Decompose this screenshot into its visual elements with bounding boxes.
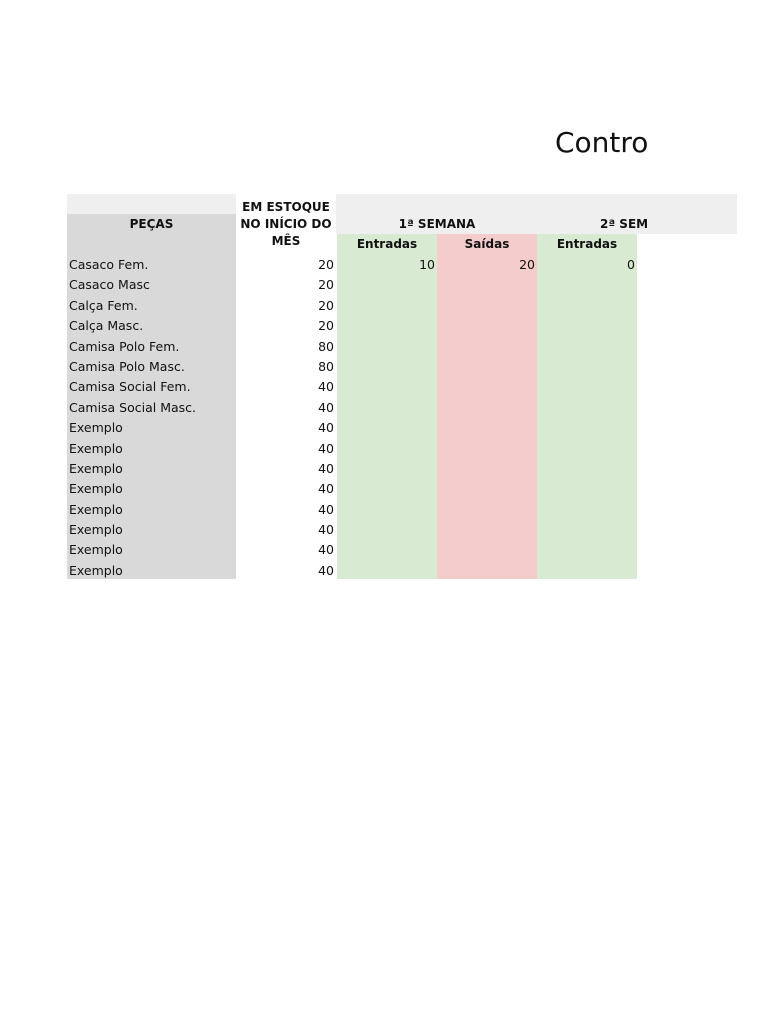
- cell-entradas-week2[interactable]: [537, 296, 635, 316]
- cell-entradas-week2[interactable]: [537, 316, 635, 336]
- cell-peca[interactable]: Calça Fem.: [69, 297, 138, 313]
- table-row: [67, 255, 637, 275]
- cell-estoque[interactable]: 20: [318, 257, 334, 272]
- cell-entradas-week2[interactable]: [537, 479, 635, 499]
- cell-saidas-week1[interactable]: [437, 459, 535, 479]
- table-row: [67, 520, 637, 540]
- cell-entradas-week2[interactable]: [537, 540, 635, 560]
- cell-entradas-week1[interactable]: [337, 561, 435, 581]
- cell-entradas-week1[interactable]: [337, 398, 435, 418]
- cell-entradas-week2[interactable]: [537, 459, 635, 479]
- cell-entradas-week1[interactable]: [337, 296, 435, 316]
- cell-estoque[interactable]: 20: [318, 297, 334, 313]
- cell-saidas-week1[interactable]: [437, 337, 535, 357]
- cell-estoque[interactable]: 40: [318, 481, 334, 497]
- cell-entradas-week1[interactable]: [337, 479, 435, 499]
- header-estoque-inicio[interactable]: EM ESTOQUE NO INÍCIO DO MÊS: [240, 200, 332, 248]
- cell-saidas-week1[interactable]: [437, 316, 535, 336]
- cell-peca[interactable]: Camisa Polo Masc.: [69, 358, 185, 374]
- cell-peca[interactable]: Exemplo: [69, 460, 123, 476]
- cell-entradas-week2[interactable]: [537, 439, 635, 459]
- cell-estoque[interactable]: 80: [318, 358, 334, 374]
- table-row: [67, 316, 637, 336]
- cell-entradas-week2[interactable]: [537, 561, 635, 581]
- cell-entradas-week1[interactable]: [337, 377, 435, 397]
- cell-saidas-week1[interactable]: [437, 357, 535, 377]
- cell-entradas-week2[interactable]: [537, 357, 635, 377]
- cell-entradas-week1[interactable]: [337, 275, 435, 295]
- cell-peca[interactable]: Exemplo: [69, 440, 123, 456]
- cell-entradas-week2[interactable]: 0: [627, 257, 635, 272]
- cell-peca[interactable]: Casaco Fem.: [69, 257, 149, 272]
- header-band-top: [67, 194, 737, 214]
- cell-saidas-week1[interactable]: [437, 398, 535, 418]
- table-row: [67, 418, 637, 438]
- cell-entradas-week2[interactable]: [537, 418, 635, 438]
- table-row: [67, 439, 637, 459]
- cell-peca[interactable]: Exemplo: [69, 420, 123, 436]
- cell-entradas-week1[interactable]: [337, 316, 435, 336]
- cell-estoque[interactable]: 40: [318, 420, 334, 436]
- cell-entradas-week1[interactable]: [337, 459, 435, 479]
- cell-entradas-week2[interactable]: [537, 337, 635, 357]
- header-semana-2[interactable]: 2ª SEM: [600, 217, 649, 231]
- cell-entradas-week2[interactable]: [537, 500, 635, 520]
- table-row: [67, 337, 637, 357]
- cell-estoque[interactable]: 40: [318, 501, 334, 517]
- header-semana-1[interactable]: 1ª SEMANA: [398, 217, 476, 231]
- cell-estoque[interactable]: 20: [318, 318, 334, 334]
- cell-entradas-week2[interactable]: [537, 377, 635, 397]
- header-entradas-week1[interactable]: Entradas: [356, 237, 418, 251]
- cell-estoque[interactable]: 40: [318, 460, 334, 476]
- cell-peca[interactable]: Exemplo: [69, 562, 123, 578]
- cell-entradas-week1[interactable]: 10: [419, 257, 435, 272]
- inventory-table-body: [67, 255, 637, 581]
- table-row: [67, 398, 637, 418]
- table-row: [67, 479, 637, 499]
- cell-estoque[interactable]: 40: [318, 542, 334, 558]
- cell-peca[interactable]: Exemplo: [69, 481, 123, 497]
- table-row: [67, 296, 637, 316]
- cell-entradas-week1[interactable]: [337, 500, 435, 520]
- cell-peca[interactable]: Camisa Social Masc.: [69, 399, 197, 415]
- header-saidas-week1[interactable]: Saídas: [464, 237, 510, 251]
- cell-estoque[interactable]: 40: [318, 399, 334, 415]
- sheet-title: Contro: [555, 126, 649, 159]
- cell-entradas-week1[interactable]: [337, 520, 435, 540]
- cell-peca[interactable]: Exemplo: [69, 542, 123, 558]
- cell-saidas-week1[interactable]: [437, 439, 535, 459]
- cell-saidas-week1[interactable]: [437, 540, 535, 560]
- cell-peca[interactable]: Exemplo: [69, 501, 123, 517]
- cell-saidas-week1[interactable]: [437, 418, 535, 438]
- table-row: [67, 500, 637, 520]
- cell-saidas-week1[interactable]: [437, 479, 535, 499]
- cell-saidas-week1[interactable]: [437, 520, 535, 540]
- cell-entradas-week2[interactable]: [537, 520, 635, 540]
- table-row: [67, 540, 637, 560]
- cell-entradas-week1[interactable]: [337, 540, 435, 560]
- cell-entradas-week1[interactable]: [337, 337, 435, 357]
- table-row: [67, 459, 637, 479]
- header-entradas-week2[interactable]: Entradas: [556, 237, 618, 251]
- table-row: [67, 357, 637, 377]
- cell-entradas-week1[interactable]: [337, 439, 435, 459]
- cell-peca[interactable]: Camisa Social Fem.: [69, 379, 191, 395]
- cell-saidas-week1[interactable]: [437, 296, 535, 316]
- cell-peca[interactable]: Calça Masc.: [69, 318, 144, 334]
- cell-estoque[interactable]: 20: [318, 277, 334, 293]
- cell-peca[interactable]: Exemplo: [69, 522, 123, 538]
- cell-entradas-week1[interactable]: [337, 418, 435, 438]
- cell-estoque[interactable]: 40: [318, 440, 334, 456]
- header-pecas[interactable]: PEÇAS: [129, 217, 174, 231]
- table-row: [67, 561, 637, 581]
- cell-estoque[interactable]: 40: [318, 522, 334, 538]
- cell-estoque[interactable]: 40: [318, 379, 334, 395]
- cell-estoque[interactable]: 40: [318, 562, 334, 578]
- cell-saidas-week1[interactable]: 20: [519, 257, 535, 272]
- cell-peca[interactable]: Casaco Masc: [69, 277, 150, 293]
- cell-peca[interactable]: Camisa Polo Fem.: [69, 338, 180, 354]
- table-row: [67, 275, 637, 295]
- cell-entradas-week2[interactable]: [537, 398, 635, 418]
- cell-entradas-week1[interactable]: [337, 357, 435, 377]
- cell-estoque[interactable]: 80: [318, 338, 334, 354]
- cell-saidas-week1[interactable]: [437, 561, 535, 581]
- cell-saidas-week1[interactable]: [437, 500, 535, 520]
- cell-saidas-week1[interactable]: [437, 377, 535, 397]
- table-row: [67, 377, 637, 397]
- cell-saidas-week1[interactable]: [437, 275, 535, 295]
- cell-entradas-week2[interactable]: [537, 275, 635, 295]
